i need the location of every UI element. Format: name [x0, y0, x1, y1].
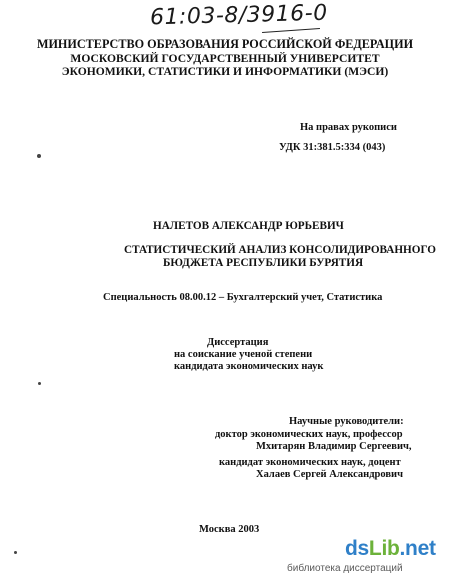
supervisor2-name: Халаев Сергей Александрович — [256, 469, 403, 480]
degree-line2: кандидата экономических наук — [174, 361, 324, 372]
dslib-subtitle: библиотека диссертаций — [287, 563, 403, 574]
dslib-logo: dsLib.net — [345, 537, 436, 560]
supervisor1-name: Мхитарян Владимир Сергеевич, — [256, 441, 412, 452]
supervisor1-title: доктор экономических наук, профессор — [215, 429, 403, 440]
handwritten-archive-code: 61:03-8/3916-0 — [149, 0, 328, 31]
university-name-line2: ЭКОНОМИКИ, СТАТИСТИКИ И ИНФОРМАТИКИ (МЭСИ) — [61, 65, 389, 78]
thesis-title-line2: БЮДЖЕТА РЕСПУБЛИКИ БУРЯТИЯ — [163, 257, 364, 269]
manuscript-rights: На правах рукописи — [300, 122, 397, 133]
supervisors-heading: Научные руководители: — [289, 416, 404, 427]
scan-speck — [37, 154, 41, 158]
scan-speck — [14, 551, 17, 554]
archive-code-underline — [262, 28, 320, 33]
thesis-title-line1: СТАТИСТИЧЕСКИЙ АНАЛИЗ КОНСОЛИДИРОВАННОГО — [124, 244, 437, 256]
degree-line1: на соискание ученой степени — [174, 349, 313, 360]
author-name: НАЛЕТОВ АЛЕКСАНДР ЮРЬЕВИЧ — [153, 220, 344, 232]
udk-code: УДК 31:381.5:334 (043) — [279, 142, 386, 153]
specialty: Специальность 08.00.12 – Бухгалтерский учет, Статистика — [103, 292, 383, 303]
ministry-name: МИНИСТЕРСТВО ОБРАЗОВАНИЯ РОССИЙСКОЙ ФЕДЕРАЦИИ — [36, 37, 414, 51]
scan-speck — [38, 382, 41, 385]
city-year: Москва 2003 — [199, 524, 260, 535]
supervisor2-title: кандидат экономических наук, доцент — [219, 457, 401, 468]
dissertation-label: Диссертация — [207, 337, 269, 348]
university-name-line1: МОСКОВСКИЙ ГОСУДАРСТВЕННЫЙ УНИВЕРСИТЕТ — [70, 52, 380, 65]
